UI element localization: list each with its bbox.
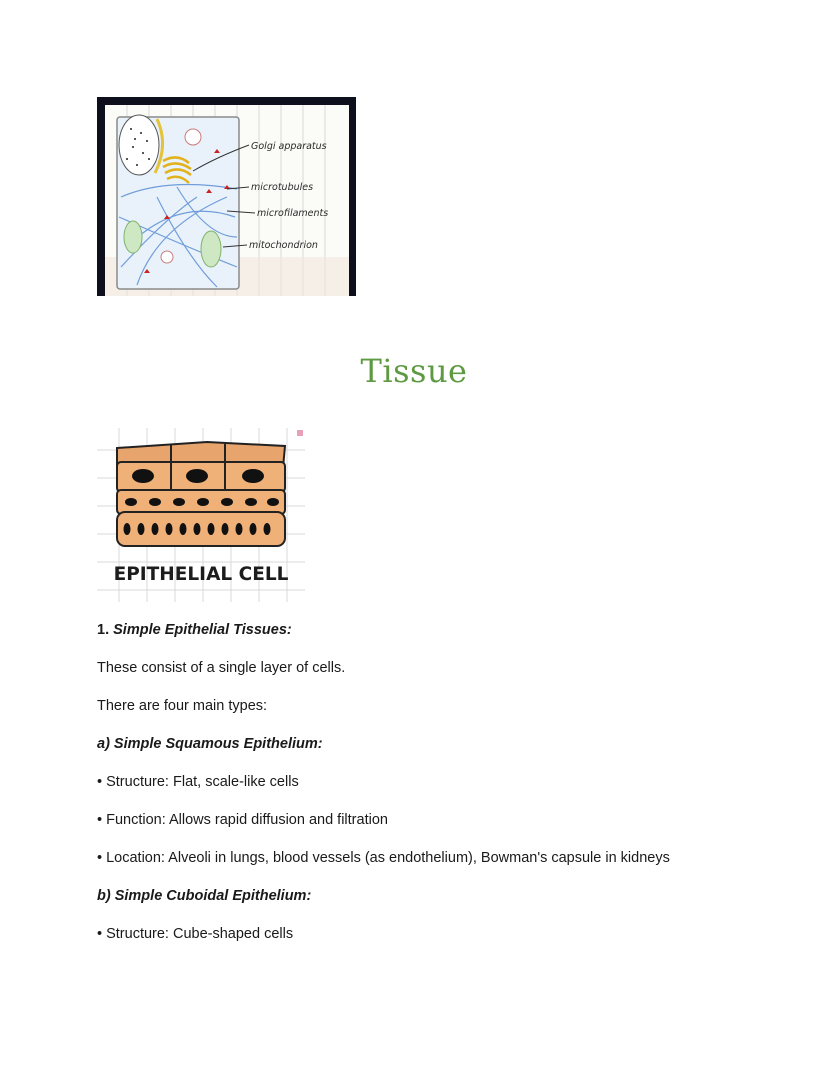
label-golgi: Golgi apparatus [251,141,327,152]
paragraph-four-types: There are four main types: [97,698,268,714]
bullet-squamous-structure: • Structure: Flat, scale-like cells [97,774,299,790]
subheading-squamous: a) Simple Squamous Epithelium: [97,736,323,752]
heading-simple-epithelial [97,622,292,638]
epithelial-drawing [97,428,305,602]
heading-number: 1. [97,622,114,638]
epithelial-cell-figure [97,428,305,602]
paragraph-single-layer: These consist of a single layer of cells. [97,660,346,676]
cell-organelles-figure [97,97,356,296]
bullet-squamous-location: • Location: Alveoli in lungs, blood vessels (as endothelium), Bowman's capsule in kidneys [97,850,670,866]
label-microfilaments: microfilaments [257,208,329,219]
subheading-cuboidal: b) Simple Cuboidal Epithelium: [97,888,312,904]
label-microtubules: microtubules [251,182,314,193]
bullet-squamous-function: • Function: Allows rapid diffusion and filtration [97,812,388,828]
label-mitochondrion: mitochondrion [249,240,318,251]
bullet-cuboidal-structure: • Structure: Cube-shaped cells [97,926,294,942]
heading-text: Simple Epithelial Tissues: [113,622,292,638]
figure-caption: EPITHELIAL CELL [113,564,289,585]
cell-sketch-drawing [97,97,356,296]
section-title: Tissue [360,352,468,390]
